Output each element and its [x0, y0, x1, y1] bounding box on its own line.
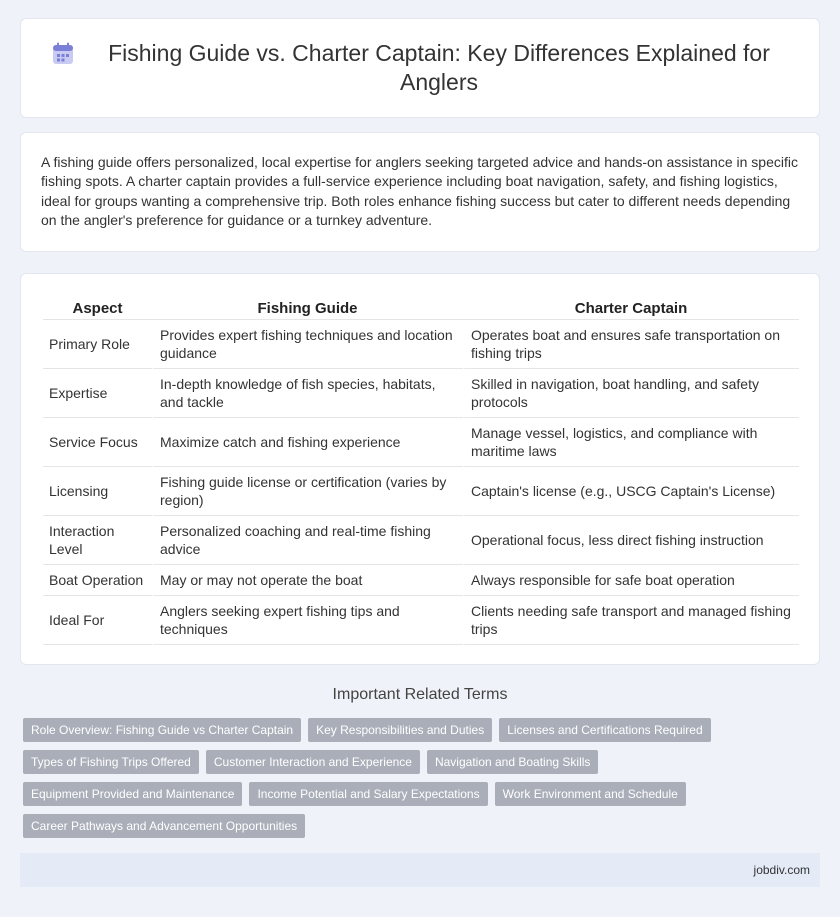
related-term-tag[interactable]: Career Pathways and Advancement Opportunities — [23, 814, 305, 838]
table-row — [43, 418, 799, 467]
cell-fishing-guide: Anglers seeking expert fishing tips and techniques — [152, 596, 463, 645]
related-term-tag[interactable]: Navigation and Boating Skills — [427, 750, 598, 774]
footer-site-link[interactable]: jobdiv.com — [753, 863, 810, 877]
related-term-tag[interactable]: Income Potential and Salary Expectations — [249, 782, 487, 806]
related-term-tag[interactable]: Customer Interaction and Experience — [206, 750, 420, 774]
cell-aspect: Boat Operation — [43, 565, 152, 596]
intro-card — [20, 132, 820, 252]
column-header-aspect: Aspect — [43, 294, 152, 320]
cell-fishing-guide: May or may not operate the boat — [152, 565, 463, 596]
cell-charter-captain: Clients needing safe transport and managed fishing trips — [463, 596, 799, 645]
cell-charter-captain: Operates boat and ensures safe transportation on fishing trips — [463, 320, 799, 369]
cell-aspect: Licensing — [43, 467, 152, 516]
cell-aspect: Primary Role — [43, 320, 152, 369]
cell-fishing-guide: Personalized coaching and real-time fishing advice — [152, 516, 463, 565]
column-header-charter-captain: Charter Captain — [463, 294, 799, 320]
related-term-tag[interactable]: Key Responsibilities and Duties — [308, 718, 492, 742]
table-header-row — [43, 294, 799, 320]
cell-aspect: Ideal For — [43, 596, 152, 645]
cell-fishing-guide: Maximize catch and fishing experience — [152, 418, 463, 467]
cell-charter-captain: Captain's license (e.g., USCG Captain's License) — [463, 467, 799, 516]
header-card — [20, 18, 820, 118]
column-header-fishing-guide: Fishing Guide — [152, 294, 463, 320]
cell-fishing-guide: In-depth knowledge of fish species, habitats, and tackle — [152, 369, 463, 418]
table-row — [43, 320, 799, 369]
related-term-tag[interactable]: Equipment Provided and Maintenance — [23, 782, 242, 806]
cell-charter-captain: Operational focus, less direct fishing instruction — [463, 516, 799, 565]
related-terms-list — [23, 718, 723, 846]
cell-fishing-guide: Provides expert fishing techniques and location guidance — [152, 320, 463, 369]
cell-aspect: Service Focus — [43, 418, 152, 467]
cell-aspect: Expertise — [43, 369, 152, 418]
page-title: Fishing Guide vs. Charter Captain: Key Differences Explained for Anglers — [108, 40, 770, 95]
footer — [20, 853, 820, 887]
calendar-icon — [50, 41, 76, 67]
related-term-tag[interactable]: Role Overview: Fishing Guide vs Charter Captain — [23, 718, 301, 742]
cell-charter-captain: Always responsible for safe boat operation — [463, 565, 799, 596]
table-row — [43, 369, 799, 418]
cell-fishing-guide: Fishing guide license or certification (varies by region) — [152, 467, 463, 516]
cell-charter-captain: Skilled in navigation, boat handling, and safety protocols — [463, 369, 799, 418]
table-row — [43, 596, 799, 645]
header — [50, 39, 790, 97]
related-term-tag[interactable]: Licenses and Certifications Required — [499, 718, 710, 742]
comparison-card — [20, 273, 820, 665]
table-row — [43, 467, 799, 516]
cell-charter-captain: Manage vessel, logistics, and compliance with maritime laws — [463, 418, 799, 467]
table-row — [43, 565, 799, 596]
table-row — [43, 516, 799, 565]
related-terms-heading: Important Related Terms — [332, 686, 508, 703]
related-term-tag[interactable]: Types of Fishing Trips Offered — [23, 750, 199, 774]
intro-paragraph: A fishing guide offers personalized, local expertise for anglers seeking targeted advice and hands-on assistance in specific fishing spots. A charter captain provides a full-service experience including boat navigation, safety, and fishing logistics, ideal for groups wanting a comprehensive trip. Both roles enhance fishing success but cater to different needs depending on the angler's preference for guidance or a turnkey adventure. — [41, 154, 798, 228]
related-term-tag[interactable]: Work Environment and Schedule — [495, 782, 686, 806]
comparison-table — [43, 294, 799, 645]
cell-aspect: Interaction Level — [43, 516, 152, 565]
